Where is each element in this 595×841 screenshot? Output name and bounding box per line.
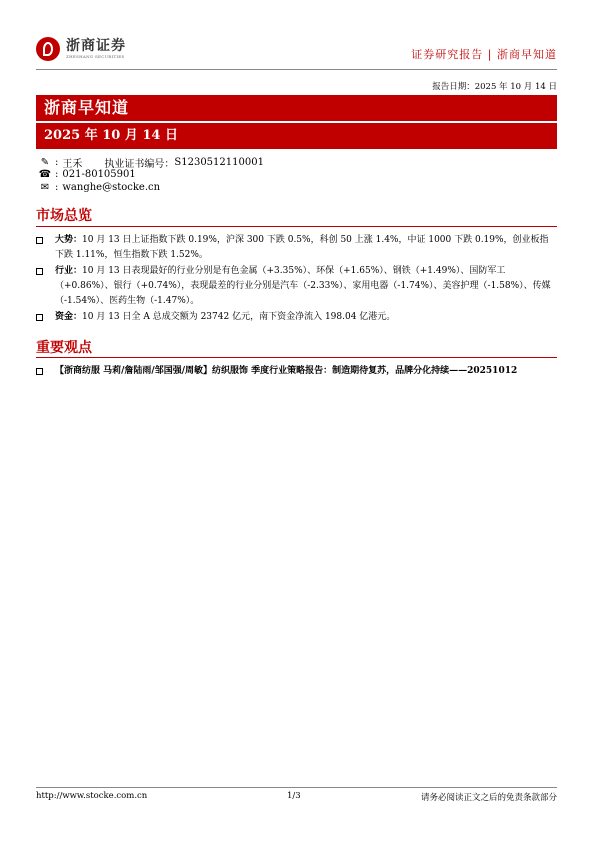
cert-label: 执业证书编号：	[104, 159, 175, 170]
author-phone-row	[38, 169, 136, 180]
banner-date: 2025 年 10 月 14 日	[44, 128, 178, 143]
author-name-row	[38, 155, 264, 170]
pen-icon: ✎	[40, 157, 50, 168]
logo-en-text: ZHESHANG SECURITIES	[66, 53, 125, 59]
market-overview-title: 市场总览	[36, 208, 92, 224]
section-divider	[36, 357, 557, 358]
separator: :	[55, 182, 59, 193]
section-divider	[36, 226, 557, 227]
header-divider	[36, 69, 557, 70]
author-email[interactable]: wanghe@stocke.cn	[62, 182, 161, 193]
item-label: 资金：	[55, 312, 83, 322]
author-email-row	[38, 182, 160, 193]
separator: :	[55, 169, 59, 180]
item-text: 10 月 13 日表现最好的行业分别是有色金属（+3.35%）、环保（+1.65%）、钢铁（+1.49%）、国防军工（+0.86%）、银行（+0.74%），表现最差的行业分别是汽车（-2.33%）、家用电器（-1.74%）、美容护理（-1.58%）、传媒（-1.54%）、医药生物（-1.47%）。	[55, 266, 551, 306]
report-title-banner	[36, 95, 557, 121]
footer-url[interactable]: http://www.stocke.com.cn	[36, 791, 148, 801]
key-views-title: 重要观点	[36, 340, 92, 356]
logo-mark-icon	[36, 37, 60, 61]
footer-divider	[36, 787, 557, 788]
author-name: 王禾	[62, 159, 83, 170]
report-title: 浙商早知道	[44, 98, 130, 117]
report-date: 报告日期：2025 年 10 月 14 日	[432, 82, 557, 92]
checkbox-bullet-icon	[36, 368, 43, 375]
logo-cn-text: 浙商证券	[66, 37, 126, 54]
item-label: 大势：	[55, 235, 83, 245]
author-phone: 021-80105901	[62, 169, 136, 180]
email-icon: ✉	[40, 182, 50, 193]
item-text: 10 月 13 日上证指数下跌 0.19%，沪深 300 下跌 0.5%，科创 50 上涨 1.4%，中证 1000 下跌 0.19%，创业板指下跌 1.11%，恒生指数下跌 1.52%。	[55, 235, 549, 260]
checkbox-bullet-icon	[36, 237, 43, 244]
company-logo	[36, 37, 126, 61]
checkbox-bullet-icon	[36, 314, 43, 321]
list-item	[36, 233, 557, 263]
list-item	[36, 264, 557, 309]
list-item	[36, 310, 557, 325]
item-text: 10 月 13 日全 A 总成交额为 23742 亿元，南下资金净流入 198.04 亿港元。	[82, 312, 396, 322]
view-text: 【浙商纺服 马莉/詹陆雨/邹国强/周敏】纺织服饰 季度行业策略报告：制造期待复苏，品牌分化持续——20251012	[55, 366, 518, 376]
list-item[interactable]	[36, 364, 557, 379]
item-label: 行业：	[55, 266, 83, 276]
separator: :	[55, 157, 59, 168]
phone-icon: ☎	[38, 169, 52, 180]
checkbox-bullet-icon	[36, 268, 43, 275]
page-number: 1/3	[287, 791, 301, 801]
report-series-label: 证券研究报告 | 浙商早知道	[411, 48, 557, 61]
footer-disclaimer: 请务必阅读正文之后的免责条款部分	[420, 793, 557, 803]
report-date-banner	[36, 123, 557, 149]
cert-number: S1230512110001	[174, 157, 264, 168]
